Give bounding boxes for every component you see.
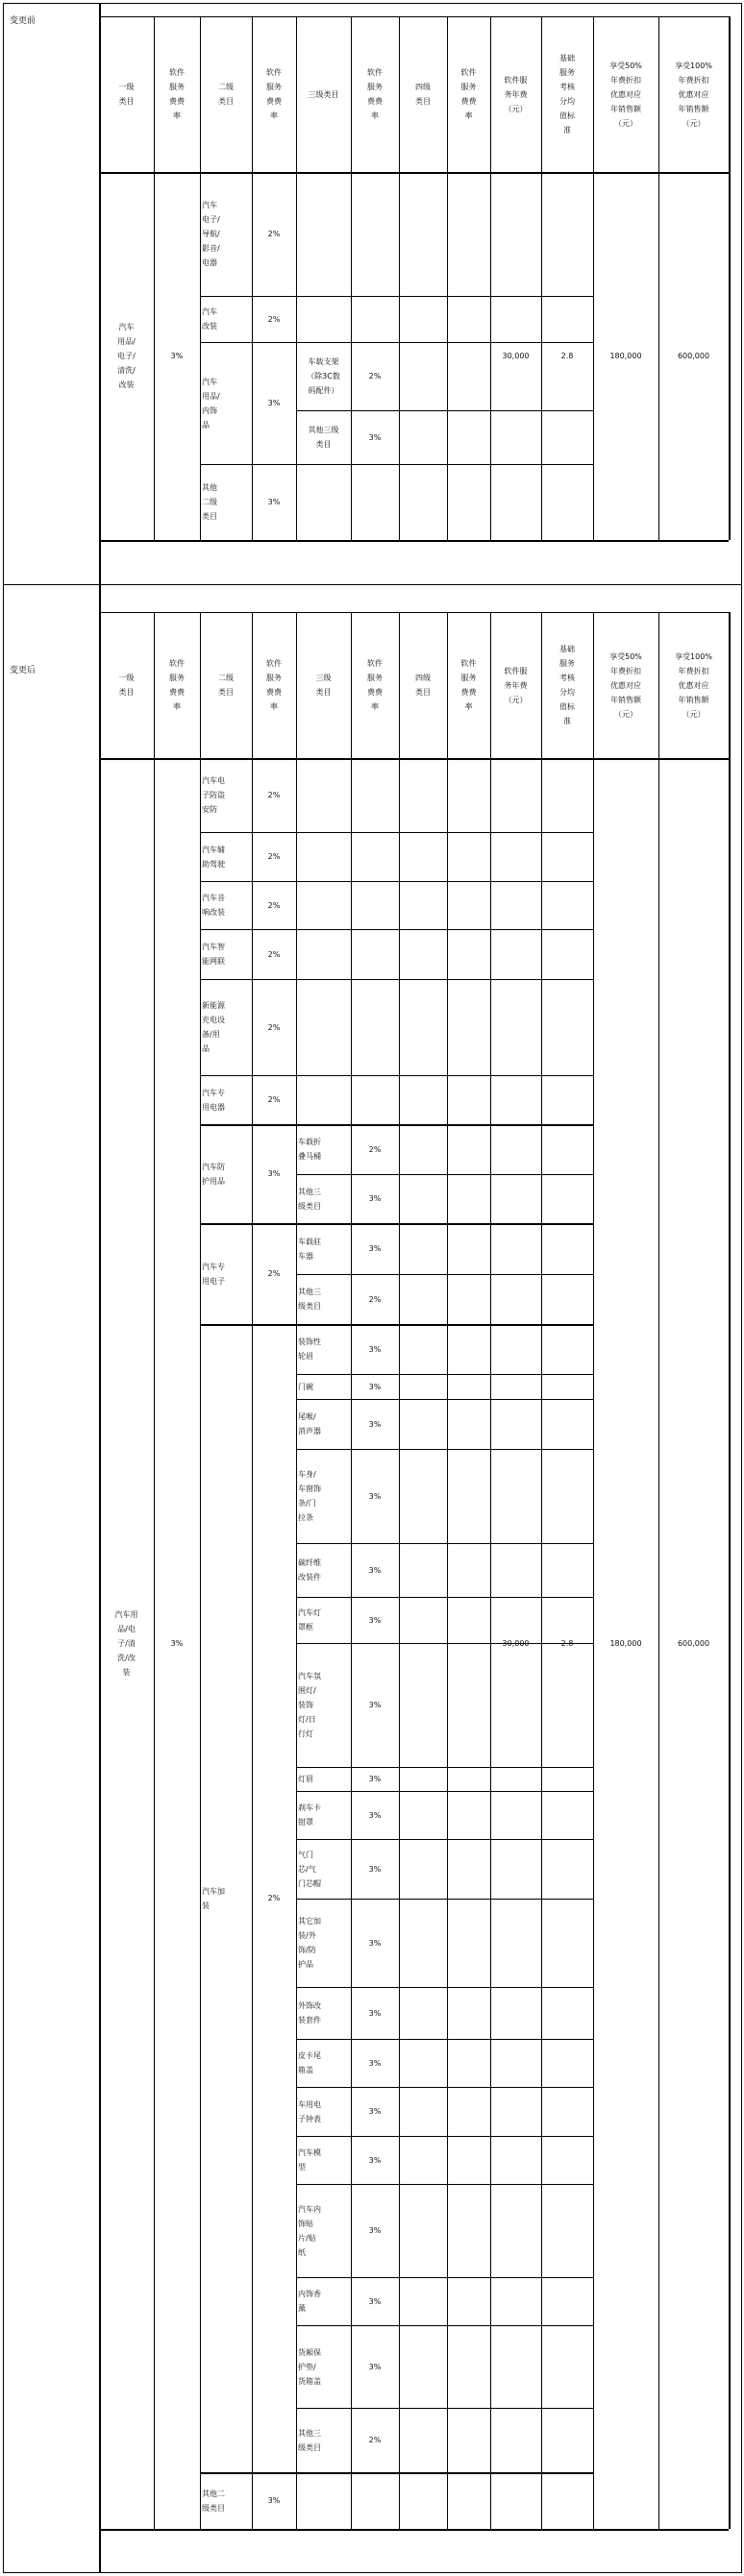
after-l3-name: 车载驻 车器 [298,1237,321,1261]
after-header-cell: 软件 服务 费费 率 [460,659,477,711]
before-header-cell: 二级 类目 [218,83,234,106]
after-l2-rate: 3% [267,2496,281,2505]
after-l3-rate: 2% [368,2436,382,2444]
after-sales-100: 600,000 [677,1639,710,1648]
before-annual-fee: 30,000 [502,352,530,360]
before-l2-rate: 2% [267,314,281,324]
after-l3-name: 门碗 [298,1382,313,1391]
after-col-rule [399,612,400,2529]
after-l2-rate: 2% [267,949,281,959]
after-l2-name: 新能源 充电设 备/用 品 [202,1001,225,1053]
outer-left-rule [3,3,4,2573]
after-header-cell: 软件服 务年费 （元） [504,666,528,704]
section-label-before: 变更前 [10,16,37,26]
after-l3-name: 汽车内 饰贴 片/贴 纸 [298,2204,321,2257]
after-l3-rate: 3% [368,1775,382,1783]
after-l2-name: 汽车辅 助驾驶 [202,845,225,869]
after-l2-name: 其他二 级类目 [202,2489,225,2513]
after-l3-rate: 3% [368,2296,382,2306]
after-header-cell: 四级 类目 [415,674,431,697]
after-header-cell: 享受50% 年费折扣 优惠对应 年销售额 （元） [609,651,642,719]
section-label-after: 变更后 [10,666,37,675]
after-score-standard: 2.8 [560,1639,574,1648]
after-l3-name: 其他三 级类目 [298,2428,321,2452]
after-l2-name: 汽车智 能网联 [202,943,225,966]
after-header-cell: 软件 服务 费费 率 [367,659,383,711]
before-header-cell: 四级 类目 [415,83,431,106]
before-l3-name: 车载支架 （除3C数 码配件） [307,357,340,395]
after-l3-name: 刹车卡 钳罩 [298,1803,321,1827]
after-l3-rate: 2% [368,1294,382,1304]
before-sales-100: 600,000 [677,352,710,360]
after-l3-name: 车载折 叠马桶 [298,1138,321,1161]
after-l2-rate: 2% [267,900,281,910]
after-l2-name: 汽车音 响改装 [202,894,225,917]
before-l2-name: 汽车 电子/ 导航/ 影音/ 电器 [202,201,220,267]
after-header-cell: 二级 类目 [218,674,234,697]
before-score-standard: 2.8 [560,352,574,360]
before-l2-name: 汽车 改装 [202,307,217,331]
after-col-rule [447,612,448,2529]
after-l3-name: 货厢保 护垫/ 货箱盖 [298,2347,321,2386]
before-l2-name: 其他 二级 类目 [202,483,217,521]
after-l3-rate: 3% [368,1419,382,1429]
before-header-cell: 软件 服务 费费 率 [367,68,383,120]
after-l3-name: 气门 芯/气 门芯帽 [298,1850,321,1888]
after-l2-name: 汽车防 护用品 [202,1162,225,1186]
after-l3-rate: 3% [368,1244,382,1253]
after-l3-name: 车用电 子钟表 [298,2099,321,2123]
after-header-cell: 三级 类目 [315,674,332,697]
after-l2-rate: 2% [267,791,281,799]
after-header-cell: 软件 服务 费费 率 [266,659,282,711]
after-l3-name: 汽车模 型 [298,2148,321,2171]
before-col-rule [447,16,448,540]
after-l3-name: 外饰改 装套件 [298,2001,321,2024]
after-l3-rate: 3% [368,2008,382,2018]
after-l3-rate: 3% [368,1491,382,1501]
after-l3-name: 其他三 级类目 [298,1288,321,1311]
before-l3-rate: 2% [368,372,382,380]
before-header-cell: 软件 服务 费费 率 [169,68,185,120]
after-l3-name: 汽车灯 罩框 [298,1608,321,1631]
before-col-rule [399,16,400,540]
outer-bottom-rule [3,2572,741,2573]
after-l2-name: 汽车电 子防盗 安防 [202,776,225,814]
after-l3-name: 尾喉/ 消声器 [298,1412,321,1435]
after-l3-rate: 2% [368,1144,382,1154]
after-l2-rate: 2% [267,1022,281,1032]
section-divider [3,584,741,585]
after-l2-rate: 2% [267,852,281,861]
after-l3-rate: 3% [368,1864,382,1874]
after-l3-rate: 3% [368,2362,382,2371]
before-header-cell: 一级 类目 [118,83,135,106]
after-l3-rate: 3% [368,1565,382,1575]
after-l3-rate: 3% [368,1938,382,1948]
before-sales-50: 180,000 [609,352,642,360]
after-l3-name: 汽车氛 围灯/ 装饰 灯/日 行灯 [298,1672,321,1738]
before-header-cell: 软件 服务 费费 率 [266,68,282,120]
before-header-cell: 软件 服务 费费 率 [460,68,477,120]
after-l2-name: 汽车专 用电器 [202,1088,225,1112]
after-l3-rate: 3% [368,2058,382,2068]
before-l1-name: 汽车 用品/ 电子/ 清洗/ 改装 [117,323,136,389]
before-header-cell: 软件服 务年费 （元） [504,75,528,113]
before-l2-rate: 3% [267,399,281,407]
after-l3-rate: 3% [368,2107,382,2116]
after-l3-name: 内饰香 薰 [298,2290,321,2313]
after-sales-50: 180,000 [609,1639,642,1648]
after-l3-rate: 3% [368,2155,382,2165]
after-l2-name: 汽车专 用电子 [202,1262,225,1286]
after-l2-rate: 3% [267,1169,281,1178]
outer-right-rule [741,3,742,2573]
after-l3-rate: 3% [368,1344,382,1354]
after-l3-name: 碳纤维 改装件 [298,1558,321,1582]
before-l2-rate: 2% [267,230,281,238]
after-l3-name: 装饰性 轮眉 [298,1337,321,1361]
after-header-cell: 基础 服务 考核 分均 值标 准 [559,645,575,725]
before-header-cell: 享受50% 年费折扣 优惠对应 年销售额 （元） [609,61,642,128]
after-l3-name: 其他三 级类目 [298,1187,321,1211]
after-l2-rate: 2% [267,1095,281,1104]
before-l1-rate: 3% [170,352,184,360]
before-l2-rate: 3% [267,498,281,506]
after-l3-rate: 3% [368,2226,382,2235]
after-l3-rate: 3% [368,1810,382,1820]
after-l3-rate: 3% [368,1701,382,1709]
before-header-cell: 享受100% 年费折扣 优惠对应 年销售额 （元） [675,61,712,128]
before-l3-rate: 3% [368,432,382,442]
after-l1-rate: 3% [170,1639,184,1648]
outer-top-rule [3,3,741,4]
before-header-cell: 基础 服务 考核 分均 值标 准 [559,54,575,135]
after-l3-rate: 3% [368,1382,382,1391]
after-l2-rate: 2% [267,1894,281,1902]
before-header-cell: 三级类目 [308,89,339,99]
after-header-cell: 软件 服务 费费 率 [169,659,185,711]
after-l3-rate: 3% [368,1615,382,1625]
before-l3-name: 其他三级 类目 [308,426,339,449]
after-l2-name: 汽车加 装 [202,1886,225,1910]
after-annual-fee: 30,000 [502,1639,530,1648]
after-l3-rate: 3% [368,1194,382,1203]
after-l3-name: 其它加 装/外 饰/防 护品 [298,1917,321,1969]
after-l3-name: 灯眉 [298,1775,313,1783]
before-l2-name: 汽车 用品/ 内饰 品 [202,377,220,429]
after-l3-name: 皮卡尾 箱盖 [298,2051,321,2074]
after-l1-name: 汽车用 品/电 子/清 洗/改 装 [114,1610,138,1677]
after-header-cell: 一级 类目 [118,674,135,697]
after-l2-rate: 2% [267,1269,281,1278]
after-l3-name: 车身/ 车窗饰 条/门 拉条 [298,1470,321,1522]
after-header-cell: 享受100% 年费折扣 优惠对应 年销售额 （元） [675,651,712,719]
